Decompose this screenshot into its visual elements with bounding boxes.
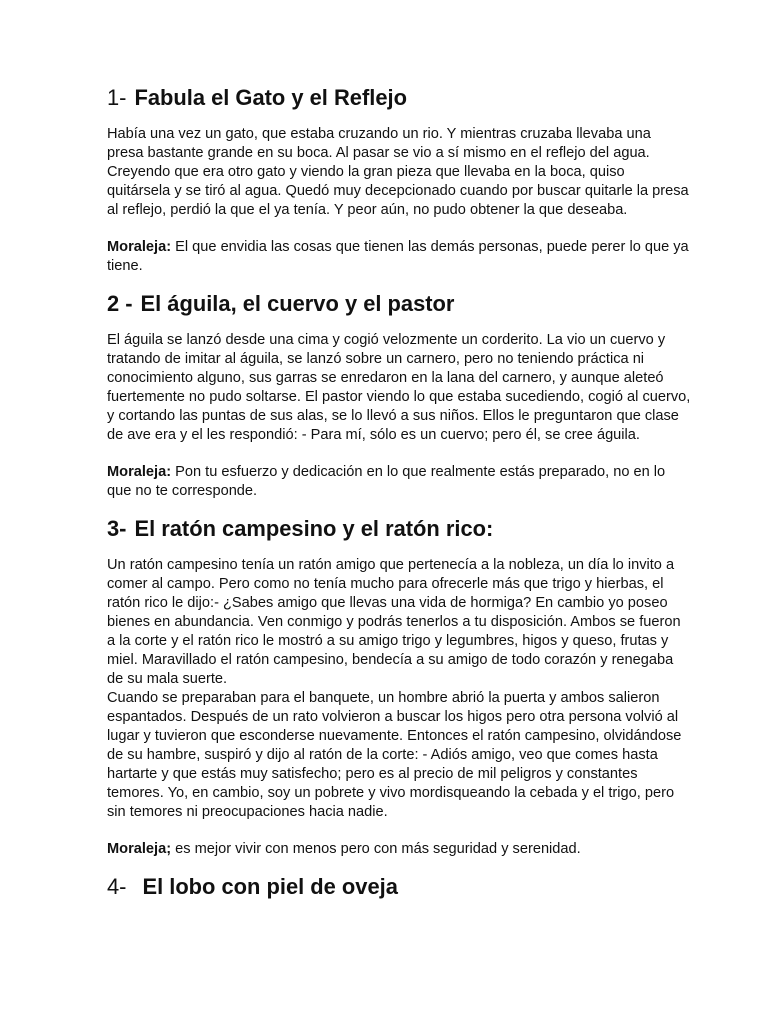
fable-3-title: El ratón campesino y el ratón rico: <box>134 516 494 541</box>
fable-1-moral-label: Moraleja: <box>107 239 172 255</box>
fable-3-moral-text: es mejor vivir con menos pero con más seguridad y serenidad. <box>171 841 581 857</box>
fable-4-heading <box>107 874 708 899</box>
fable-2-heading <box>107 291 708 316</box>
fable-1-moral-text: El que envidia las cosas que tienen las demás personas, puede perer lo que ya tiene. <box>107 239 689 274</box>
fable-3-heading <box>107 516 708 541</box>
fable-3-body: Un ratón campesino tenía un ratón amigo que pertenecía a la nobleza, un día lo invito a comer al campo. Pero como no tenía mucho para ofrecerle más que trigo y hierbas, el ratón rico le dijo:- ¿Sabes amigo que llevas una vida de hormiga? En cambio yo poseo bienes en abundancia. Ven conmigo y podrás tenerlos a tu disposición. Ambos se fueron a la corte y el ratón rico le mostró a su amigo trigo y legumbres, higos y queso, frutas y miel. Maravillado el ratón campesino, bendecía a su amigo de todo corazón y renegaba de su mala suerte. Cuando se preparaban para el banquete, un hombre abrió la puerta y ambos salieron espantados. Después de un rato volvieron a buscar los higos pero otra persona volvió al lugar y tuvieron que esconderse nuevamente. Entonces el ratón campesino, olvidándose de su hambre, suspiró y dijo al ratón de la corte: - Adiós amigo, veo que comes hasta hartarte y que estás muy satisfecho; pero es al precio de mil peligros y constantes temores. Yo, en cambio, soy un pobrete y vivo mordisqueando la cebada y el trigo, pero sin temores ni preocupaciones hacia nadie. <box>107 557 682 820</box>
fable-2-moral <box>107 463 708 501</box>
fable-1-moral <box>107 238 708 276</box>
fable-3-moral-label: Moraleja; <box>107 841 172 857</box>
fable-1-heading <box>107 85 708 110</box>
fable-2-moral-text: Pon tu esfuerzo y dedicación en lo que realmente estás preparado, no en lo que no te corresponde. <box>107 464 666 499</box>
fable-2-title: El águila, el cuervo y el pastor <box>140 291 455 316</box>
fable-1-body: Había una vez un gato, que estaba cruzando un rio. Y mientras cruzaba llevaba una presa bastante grande en su boca. Al pasar se vio a sí mismo en el reflejo del agua. Creyendo que era otro gato y viendo la gran pieza que llevaba en la boca, quiso quitársela y se tiró al agua. Quedó muy decepcionado cuando por buscar quitarle la presa al reflejo, perdió la que el ya tenía. Y peor aún, no pudo obtener la que deseaba. <box>107 126 689 218</box>
fable-1-number: 1- <box>107 85 127 110</box>
fable-3-number: 3- <box>107 516 127 541</box>
fable-1-title: Fabula el Gato y el Reflejo <box>134 85 407 110</box>
fable-2-number: 2 - <box>107 291 133 316</box>
fable-4-title: El lobo con piel de oveja <box>142 874 398 899</box>
fable-2-moral-label: Moraleja: <box>107 464 172 480</box>
fable-3-moral <box>107 840 708 859</box>
fable-4-number: 4- <box>107 874 127 899</box>
fable-2-body: El águila se lanzó desde una cima y cogió velozmente un corderito. La vio un cuervo y tratando de imitar al águila, se lanzó sobre un carnero, pero no teniendo práctica ni conocimiento alguno, sus garras se enredaron en la lana del carnero, y aunque aleteó fuertemente no pudo soltarse. El pastor viendo lo que estaba sucediendo, cogió al cuervo, y cortando las puntas de sus alas, se lo llevó a sus niños. Ellos le preguntaron que clase de ave era y el les respondió: - Para mí, sólo es un cuervo; pero él, se cree águila. <box>107 332 691 443</box>
